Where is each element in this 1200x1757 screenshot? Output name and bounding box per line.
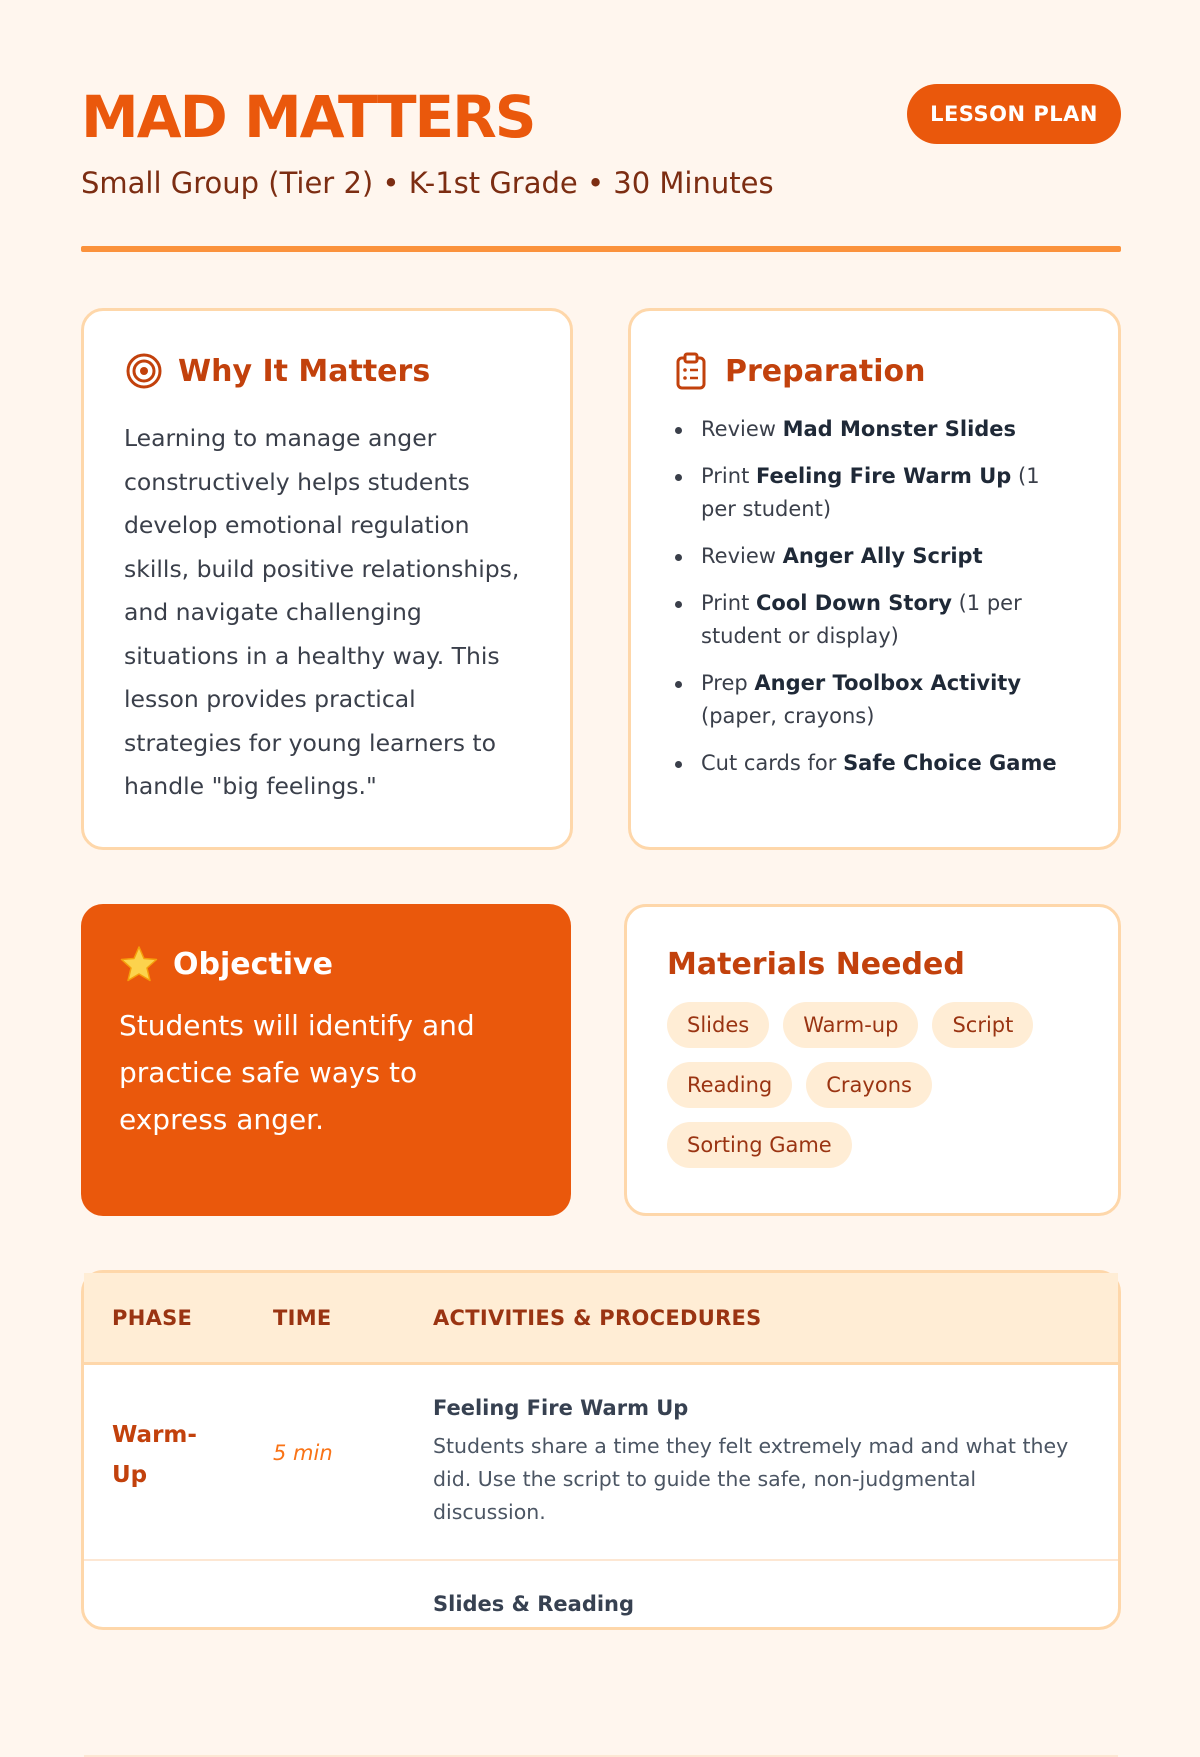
why-it-matters-title: Why It Matters [178, 353, 431, 389]
list-item: Review Anger Ally Script [671, 540, 1078, 573]
list-item: Cut cards for Safe Choice Game [671, 747, 1078, 780]
target-icon [124, 351, 164, 391]
table-row [84, 1561, 1118, 1757]
activity-title: Slides & Reading [433, 1592, 635, 1616]
activity-title: Feeling Fire Warm Up [433, 1396, 689, 1420]
header-divider [81, 246, 1121, 252]
material-chip: Warm-up [783, 1002, 918, 1048]
row-phase: Warm-Up [112, 1422, 197, 1488]
material-chip: Script [932, 1002, 1033, 1048]
material-chip: Slides [667, 1002, 769, 1048]
objective-body: Students will identify and practice safe ways to express anger. [119, 1009, 475, 1136]
star-icon [119, 944, 159, 984]
why-it-matters-heading [124, 351, 530, 391]
list-item: Prep Anger Toolbox Activity (paper, crayons) [671, 667, 1078, 733]
objective-card [81, 904, 571, 1216]
list-item: Review Mad Monster Slides [671, 413, 1078, 446]
row-time: 5 min [273, 1441, 333, 1465]
header-phase: PHASE [112, 1305, 193, 1330]
preparation-card [628, 308, 1121, 850]
objective-title: Objective [173, 946, 333, 982]
why-it-matters-card [81, 308, 573, 850]
preparation-list [671, 413, 1078, 780]
why-it-matters-body: Learning to manage anger constructively helps students develop emotional regulation skills, build positive relationships, and navigate challenging situations in a healthy way. This lesson provides practical strategies for young learners to handle "big feelings." [124, 424, 520, 800]
lesson-plan-badge: LESSON PLAN [907, 84, 1121, 144]
preparation-heading [671, 351, 1078, 391]
lesson-plan-page [81, 0, 1121, 1616]
header [81, 0, 1121, 254]
objective-heading [119, 944, 533, 984]
clipboard-icon [671, 351, 711, 391]
list-item: Print Feeling Fire Warm Up (1 per student) [671, 460, 1078, 526]
activity-description: Students share a time they felt extremely mad and what they did. Use the script to guide the safe, non-judgmental discussion. [433, 1434, 1069, 1524]
material-chip: Sorting Game [667, 1122, 852, 1168]
header-activities: ACTIVITIES & PROCEDURES [433, 1305, 762, 1330]
header-time: TIME [273, 1305, 332, 1330]
page-title: MAD MATTERS [81, 83, 535, 151]
table-header [84, 1273, 1118, 1365]
material-chip: Crayons [806, 1062, 932, 1108]
preparation-title: Preparation [725, 353, 926, 389]
materials-title: Materials Needed [667, 947, 965, 982]
list-item: Print Cool Down Story (1 per student or display) [671, 587, 1078, 653]
material-chip: Reading [667, 1062, 792, 1108]
table-row [84, 1365, 1118, 1561]
materials-chips [667, 1002, 1067, 1168]
row-activity [433, 1391, 1093, 1529]
row-activity [433, 1587, 1093, 1626]
page-subtitle: Small Group (Tier 2) • K-1st Grade • 30 Minutes [81, 166, 774, 200]
procedures-table [81, 1270, 1121, 1630]
materials-card [624, 904, 1121, 1216]
